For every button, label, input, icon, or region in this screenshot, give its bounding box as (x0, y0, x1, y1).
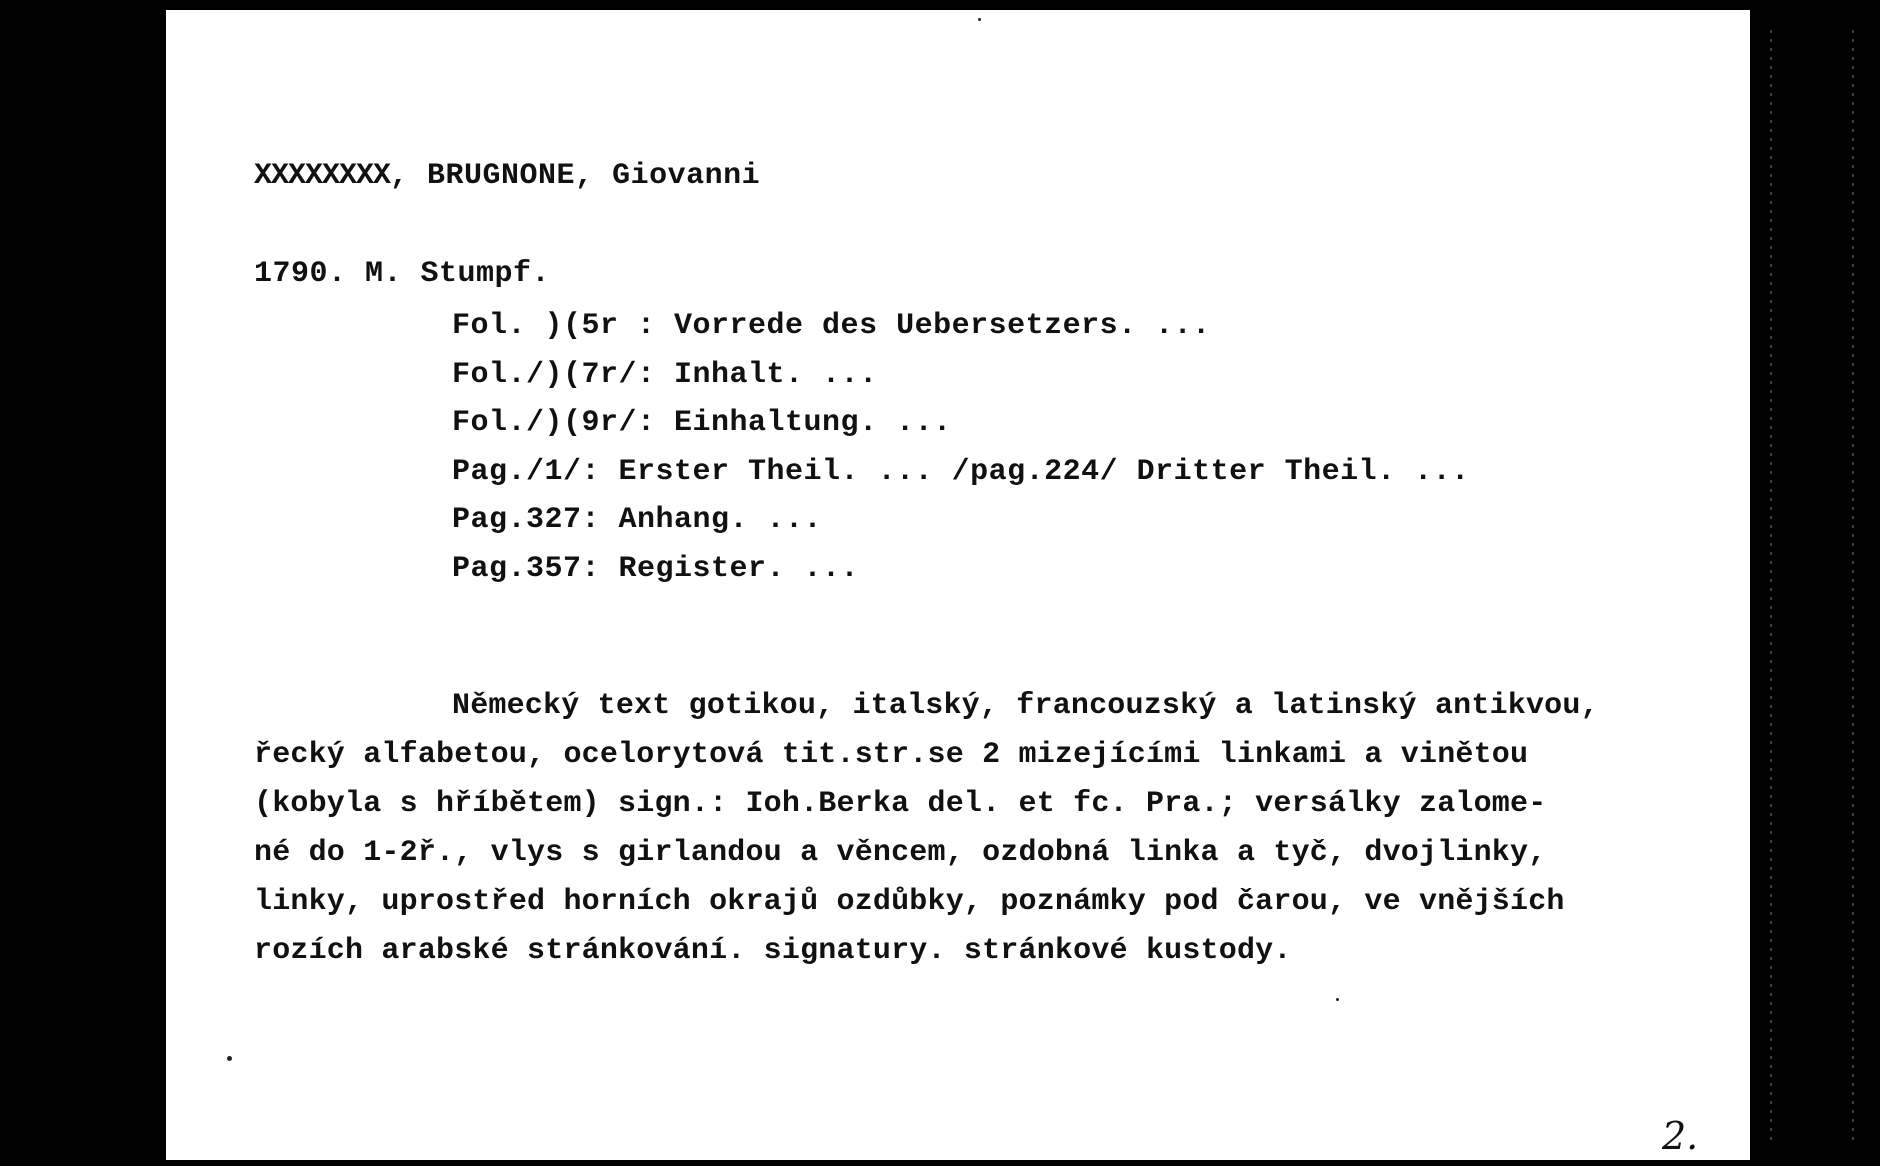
contents-list (452, 308, 1470, 599)
description-line: linky, uprostřed horních okrajů ozdůbky, poznámky pod čarou, ve vnějších (254, 885, 1565, 919)
ink-speck (227, 1056, 232, 1061)
catalog-card (166, 10, 1750, 1160)
card-heading (254, 158, 760, 194)
description-line: Německý text gotikou, italský, francouzský a latinský antikvou, (452, 689, 1599, 723)
contents-entry: Fol./)(7r/: Inhalt. ... (452, 357, 878, 392)
author-name: , BRUGNONE, Giovanni (390, 159, 761, 193)
struck-out-name: XXXXXXXX (254, 159, 391, 193)
description-line: (kobyla s hříbětem) sign.: Ioh.Berka del. et fc. Pra.; versálky zalome- (254, 787, 1547, 821)
ink-speck (1336, 998, 1339, 1001)
description-line: né do 1-2ř., vlys s girlandou a věncem, ozdobná linka a tyč, dvojlinky, (254, 836, 1547, 870)
handwritten-page-mark: 2. (1662, 1114, 1699, 1158)
contents-entry: Fol. )(5r : Vorrede des Uebersetzers. ... (452, 309, 1211, 343)
date-printer-line: 1790. M. Stumpf. (254, 257, 551, 291)
scan-edge-noise (1852, 30, 1854, 1140)
contents-entry: Pag.357: Register. ... (452, 551, 860, 586)
ink-speck (978, 18, 981, 21)
description-line: rozích arabské stránkování. signatury. stránkové kustody. (254, 934, 1292, 968)
description-line: řecký alfabetou, ocelorytová tit.str.se 2 mizejícími linkami a vinětou (254, 738, 1529, 772)
description-paragraph (254, 688, 1694, 982)
contents-entry: Pag.327: Anhang. ... (452, 503, 823, 537)
scan-edge-noise (1770, 30, 1772, 1140)
contents-entry: Fol./)(9r/: Einhaltung. ... (452, 406, 952, 440)
contents-entry: Pag./1/: Erster Theil. ... /pag.224/ Dritter Theil. ... (452, 454, 1470, 489)
